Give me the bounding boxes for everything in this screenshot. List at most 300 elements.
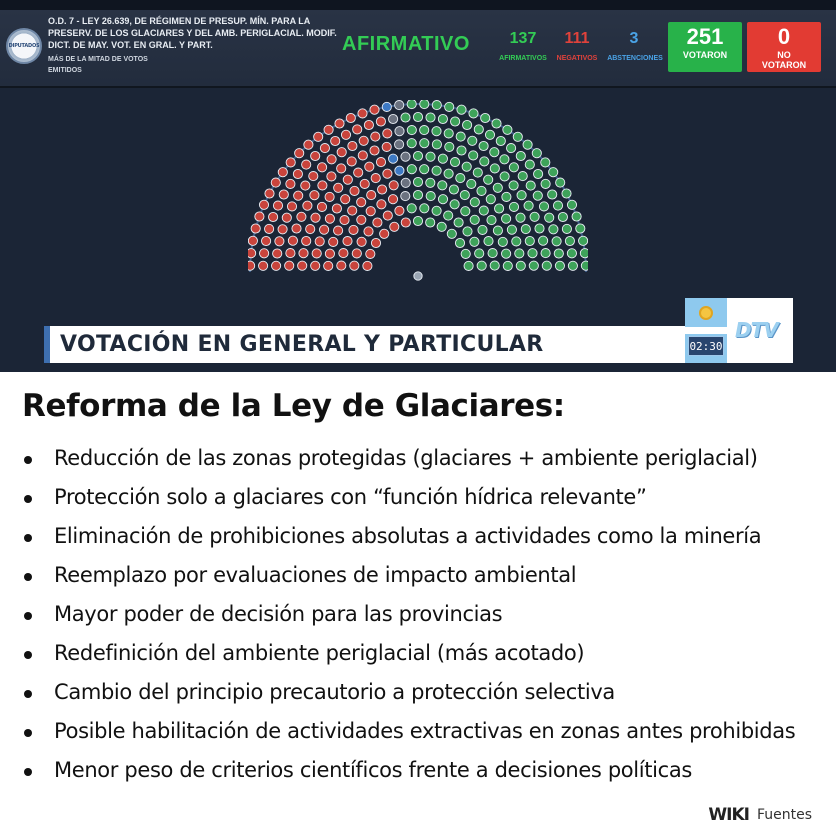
seat-afirmativo: [479, 141, 488, 150]
seat-afirmativo: [518, 172, 527, 181]
seat-afirmativo: [451, 117, 460, 126]
seat-negativo: [358, 151, 367, 160]
seat-negativo: [269, 212, 278, 221]
seat-afirmativo: [467, 179, 476, 188]
seat-negativo: [327, 172, 336, 181]
seat-afirmativo: [526, 181, 535, 190]
seat-afirmativo: [516, 151, 525, 160]
seat-afirmativo: [480, 157, 489, 166]
sun-icon: [699, 306, 713, 320]
seat-afirmativo: [515, 249, 524, 258]
seat-negativo: [370, 105, 379, 114]
seat-afirmativo: [484, 175, 493, 184]
seat-negativo: [265, 224, 274, 233]
seat-afirmativo: [477, 261, 486, 270]
seat-negativo: [302, 160, 311, 169]
seat-negativo: [343, 175, 352, 184]
seat-negativo: [357, 198, 366, 207]
list-item: [22, 446, 795, 485]
seat-afirmativo: [576, 224, 585, 233]
list-item-text: Eliminación de prohibiciones absolutas a actividades como la minería: [54, 524, 762, 548]
seat-afirmativo: [542, 261, 551, 270]
seat-afirmativo: [444, 169, 453, 178]
seat-afirmativo: [528, 249, 537, 258]
seat-negativo: [371, 238, 380, 247]
seat-negativo: [337, 164, 346, 173]
seat-afirmativo: [447, 229, 456, 238]
seat-afirmativo: [509, 202, 518, 211]
seat-negativo: [295, 149, 304, 158]
seat-negativo: [248, 261, 255, 270]
lower-third-text: VOTACIÓN EN GENERAL Y PARTICULAR: [60, 332, 544, 357]
votaron-count: 251: [686, 24, 724, 49]
seat-negativo: [304, 140, 313, 149]
majority-rule: MÁS DE LA MITAD DE VOTOS EMITIDOS: [48, 56, 148, 74]
list-item-text: Mayor poder de decisión para las provincias: [54, 602, 503, 626]
seat-negativo: [325, 214, 334, 223]
seat-afirmativo: [490, 164, 499, 173]
seat-negativo: [292, 224, 301, 233]
seat-afirmativo: [484, 237, 493, 246]
seat-negativo: [318, 181, 327, 190]
seat-afirmativo: [426, 192, 435, 201]
seat-afirmativo: [438, 181, 447, 190]
seat-negativo: [294, 191, 303, 200]
afirmativos-count: 137: [509, 30, 537, 47]
votaron-label: VOTARON: [682, 50, 728, 60]
seat-afirmativo: [556, 178, 565, 187]
seat-afirmativo: [413, 151, 422, 160]
seat-negativo: [373, 218, 382, 227]
no-votaron-label: NO VOTARON: [761, 50, 807, 70]
seat-abstencion: [389, 154, 398, 163]
seat-afirmativo: [509, 181, 518, 190]
seat-afirmativo: [475, 249, 484, 258]
list-item-text: Protección solo a glaciares con “función hídrica relevante”: [54, 485, 647, 509]
list-item-text: Reducción de las zonas protegidas (glaciares + ambiente periglacial): [54, 446, 758, 470]
seat-negativo: [324, 261, 333, 270]
seat-negativo: [366, 207, 375, 216]
seat-afirmativo: [444, 211, 453, 220]
seat-afirmativo: [525, 236, 534, 245]
seat-afirmativo: [426, 113, 435, 122]
seat-afirmativo: [407, 139, 416, 148]
seat-afirmativo: [469, 151, 478, 160]
seat-negativo: [395, 206, 404, 215]
list-item: [22, 524, 795, 563]
vote-scoreboard: [0, 0, 836, 88]
seat-afirmativo: [549, 168, 558, 177]
seat-negativo: [339, 249, 348, 258]
seat-negativo: [286, 249, 295, 258]
seat-afirmativo: [470, 198, 479, 207]
seat-negativo: [371, 174, 380, 183]
seat-negativo: [376, 158, 385, 167]
seat-negativo: [359, 136, 368, 145]
seat-negativo: [265, 189, 274, 198]
seat-afirmativo: [469, 109, 478, 118]
seat-afirmativo: [473, 168, 482, 177]
list-item: [22, 563, 795, 602]
seat-negativo: [335, 119, 344, 128]
negativos-count: 111: [564, 30, 590, 47]
seat-negativo: [314, 132, 323, 141]
seat-negativo: [380, 229, 389, 238]
bullet-icon: [24, 573, 32, 581]
bullet-icon: [24, 534, 32, 542]
seat-negativo: [364, 120, 373, 129]
seat-afirmativo: [493, 226, 502, 235]
seat-afirmativo: [539, 236, 548, 245]
seat-afirmativo: [548, 190, 557, 199]
list-item-text: Reemplazo por evaluaciones de impacto ambiental: [54, 563, 577, 587]
seat-abstencion: [395, 166, 404, 175]
seat-afirmativo: [461, 249, 470, 258]
seat-afirmativo: [503, 125, 512, 134]
seat-afirmativo: [492, 119, 501, 128]
seat-negativo: [343, 237, 352, 246]
seat-afirmativo: [457, 146, 466, 155]
seat-negativo: [303, 201, 312, 210]
seat-afirmativo: [517, 191, 526, 200]
seat-negativo: [350, 186, 359, 195]
seat-negativo: [311, 261, 320, 270]
seat-afirmativo: [445, 142, 454, 151]
seat-afirmativo: [524, 201, 533, 210]
seat-afirmativo: [420, 165, 429, 174]
seat-negativo: [320, 225, 329, 234]
seat-afirmativo: [468, 136, 477, 145]
bullet-icon: [24, 612, 32, 620]
seat-afirmativo: [445, 102, 454, 111]
seat-ausente: [395, 101, 404, 110]
seat-negativo: [383, 129, 392, 138]
seat-negativo: [327, 155, 336, 164]
seat-afirmativo: [502, 214, 511, 223]
seat-afirmativo: [457, 105, 466, 114]
seat-afirmativo: [541, 179, 550, 188]
seat-ausente: [389, 114, 398, 123]
list-item: [22, 719, 795, 758]
list-item: [22, 641, 795, 680]
seat-negativo: [293, 169, 302, 178]
seat-afirmativo: [413, 190, 422, 199]
seat-afirmativo: [516, 213, 525, 222]
seat-negativo: [340, 216, 349, 225]
seat-negativo: [273, 249, 282, 258]
seat-afirmativo: [490, 148, 499, 157]
seat-afirmativo: [413, 112, 422, 121]
seat-afirmativo: [461, 207, 470, 216]
seat-negativo: [383, 169, 392, 178]
law-title: O.D. 7 - LEY 26.639, DE RÉGIMEN DE PRESUP. MÍN. PARA LA PRESERV. DE LOS GLACIARES Y DEL AMB. PERIGLACIAL. MODIF. DICT. DE MAY. VOT. EN GRAL. Y PART.: [48, 16, 337, 50]
seat-negativo: [318, 163, 327, 172]
seat-negativo: [350, 261, 359, 270]
seat-afirmativo: [521, 225, 530, 234]
seat-negativo: [334, 226, 343, 235]
seat-afirmativo: [541, 158, 550, 167]
seat-afirmativo: [562, 189, 571, 198]
seat-negativo: [262, 236, 271, 245]
seat-afirmativo: [525, 160, 534, 169]
seat-afirmativo: [532, 149, 541, 158]
seat-afirmativo: [493, 183, 502, 192]
seat-negativo: [378, 185, 387, 194]
seat-negativo: [302, 236, 311, 245]
bullet-icon: [24, 495, 32, 503]
seat-afirmativo: [407, 165, 416, 174]
list-item-text: Menor peso de criterios científicos frente a decisiones políticas: [54, 758, 692, 782]
list-item-text: Posible habilitación de actividades extractivas en zonas antes prohibidas: [54, 719, 796, 743]
seat-negativo: [248, 236, 257, 245]
seat-negativo: [334, 183, 343, 192]
seat-afirmativo: [502, 249, 511, 258]
seat-negativo: [259, 261, 268, 270]
seat-afirmativo: [565, 236, 574, 245]
seat-afirmativo: [496, 136, 505, 145]
seat-afirmativo: [567, 249, 576, 258]
chamber-outline: [250, 104, 586, 272]
seat-negativo: [365, 162, 374, 171]
bullet-icon: [24, 690, 32, 698]
seat-afirmativo: [481, 113, 490, 122]
seat-negativo: [357, 215, 366, 224]
seat-negativo: [282, 213, 291, 222]
seat-negativo: [286, 179, 295, 188]
bullet-icon: [24, 729, 32, 737]
votaron-box: [668, 22, 742, 72]
seat-afirmativo: [449, 185, 458, 194]
seat-afirmativo: [454, 218, 463, 227]
seat-negativo: [382, 142, 391, 151]
sources-link[interactable]: Fuentes: [756, 807, 812, 823]
top-strip: [0, 0, 836, 10]
channel-logo-text: DTV: [735, 318, 778, 342]
seat-negativo: [353, 125, 362, 134]
seat-afirmativo: [535, 224, 544, 233]
chamber-seat-map: [248, 100, 588, 290]
seat-negativo: [358, 109, 367, 118]
seat-afirmativo: [413, 216, 422, 225]
seat-afirmativo: [474, 125, 483, 134]
seat-afirmativo: [470, 215, 479, 224]
seat-afirmativo: [478, 225, 487, 234]
seat-afirmativo: [426, 152, 435, 161]
list-item: [22, 680, 795, 719]
seat-afirmativo: [450, 158, 459, 167]
seat-negativo: [248, 249, 256, 258]
list-item: [22, 758, 795, 797]
seat-negativo: [347, 157, 356, 166]
no-votaron-count: 0: [777, 24, 791, 49]
seat-afirmativo: [432, 101, 441, 110]
seat-afirmativo: [572, 212, 581, 221]
seat-afirmativo: [477, 186, 486, 195]
seat-afirmativo: [401, 113, 410, 122]
seat-negativo: [388, 195, 397, 204]
seat-afirmativo: [503, 261, 512, 270]
seat-negativo: [317, 202, 326, 211]
seat-negativo: [272, 261, 281, 270]
seat-negativo: [275, 237, 284, 246]
bullet-icon: [24, 651, 32, 659]
seat-afirmativo: [432, 166, 441, 175]
seat-afirmativo: [464, 261, 473, 270]
seat-negativo: [348, 141, 357, 150]
seat-negativo: [301, 181, 310, 190]
seat-negativo: [331, 136, 340, 145]
footer: [708, 805, 812, 825]
seat-afirmativo: [562, 224, 571, 233]
seat-ausente: [395, 140, 404, 149]
seat-negativo: [370, 146, 379, 155]
seat-afirmativo: [432, 127, 441, 136]
seat-afirmativo: [462, 162, 471, 171]
seat-ausente: [395, 127, 404, 136]
seat-afirmativo: [485, 130, 494, 139]
seat-afirmativo: [463, 120, 472, 129]
seat-negativo: [288, 236, 297, 245]
seat-negativo: [383, 211, 392, 220]
wiki-logo: WIKI: [708, 805, 749, 825]
seat-negativo: [320, 144, 329, 153]
article-headline: Reforma de la Ley de Glaciares:: [22, 388, 565, 424]
seat-negativo: [279, 190, 288, 199]
seat-negativo: [376, 117, 385, 126]
seat-negativo: [354, 168, 363, 177]
seat-afirmativo: [554, 249, 563, 258]
seat-afirmativo: [432, 206, 441, 215]
seat-afirmativo: [530, 212, 539, 221]
seat-afirmativo: [534, 169, 543, 178]
seat-negativo: [341, 195, 350, 204]
seat-negativo: [311, 151, 320, 160]
seat-afirmativo: [470, 237, 479, 246]
list-item: [22, 602, 795, 641]
seat-afirmativo: [495, 204, 504, 213]
seat-afirmativo: [539, 202, 548, 211]
seat-negativo: [271, 178, 280, 187]
seat-negativo: [297, 212, 306, 221]
seat-negativo: [348, 206, 357, 215]
seat-afirmativo: [420, 139, 429, 148]
abstenciones-label: ABSTENCIONES: [607, 55, 663, 62]
seat-afirmativo: [456, 132, 465, 141]
seat-afirmativo: [512, 237, 521, 246]
abstenciones-count: 3: [629, 30, 639, 47]
seat-afirmativo: [513, 132, 522, 141]
seat-afirmativo: [507, 225, 516, 234]
seat-negativo: [310, 191, 319, 200]
seat-negativo: [306, 225, 315, 234]
seat-negativo: [371, 132, 380, 141]
bullet-icon: [24, 456, 32, 464]
seat-ausente: [401, 178, 410, 187]
seat-negativo: [285, 261, 294, 270]
seal-text: DIPUTADOS: [8, 43, 40, 49]
seat-afirmativo: [488, 249, 497, 258]
seat-negativo: [349, 225, 358, 234]
seat-afirmativo: [432, 140, 441, 149]
seat-negativo: [287, 202, 296, 211]
seat-negativo: [401, 218, 410, 227]
seat-afirmativo: [456, 174, 465, 183]
seat-negativo: [286, 158, 295, 167]
seat-afirmativo: [460, 191, 469, 200]
seat-afirmativo: [523, 140, 532, 149]
seat-negativo: [357, 237, 366, 246]
seat-afirmativo: [568, 261, 577, 270]
seat-afirmativo: [549, 225, 558, 234]
seat-afirmativo: [437, 222, 446, 231]
seat-afirmativo: [500, 172, 509, 181]
seat-negativo: [251, 224, 260, 233]
reform-points-list: [22, 446, 795, 797]
seat-negativo: [278, 225, 287, 234]
seat-negativo: [259, 200, 268, 209]
seat-negativo: [360, 179, 369, 188]
seat-negativo: [273, 201, 282, 210]
channel-logo: [727, 298, 793, 363]
seat-negativo: [329, 237, 338, 246]
seat-abstencion: [382, 102, 391, 111]
seat-presidente: [414, 272, 422, 280]
seat-afirmativo: [552, 237, 561, 246]
seat-afirmativo: [507, 144, 516, 153]
bullet-icon: [24, 768, 32, 776]
afirmativos-label: AFIRMATIVOS: [499, 55, 547, 62]
clock-time: 02:30: [688, 336, 724, 356]
seat-negativo: [312, 249, 321, 258]
broadcast-frame: [0, 0, 836, 372]
seat-afirmativo: [487, 216, 496, 225]
seat-afirmativo: [420, 100, 429, 109]
seat-afirmativo: [426, 218, 435, 227]
seat-negativo: [325, 249, 334, 258]
seat-afirmativo: [545, 213, 554, 222]
seat-negativo: [324, 125, 333, 134]
seat-negativo: [260, 249, 269, 258]
list-item: [22, 485, 795, 524]
seat-afirmativo: [479, 206, 488, 215]
seat-afirmativo: [407, 100, 416, 109]
seat-negativo: [278, 168, 287, 177]
seat-negativo: [325, 192, 334, 201]
seat-afirmativo: [580, 249, 588, 258]
seat-negativo: [389, 181, 398, 190]
seat-ausente: [401, 152, 410, 161]
seat-afirmativo: [579, 236, 588, 245]
seat-afirmativo: [509, 163, 518, 172]
seat-afirmativo: [529, 261, 538, 270]
seat-afirmativo: [438, 195, 447, 204]
seat-ausente: [401, 192, 410, 201]
seat-afirmativo: [555, 261, 564, 270]
seat-negativo: [363, 261, 372, 270]
seat-afirmativo: [407, 126, 416, 135]
seat-negativo: [299, 249, 308, 258]
seat-afirmativo: [490, 261, 499, 270]
list-item-text: Cambio del principio precautorio a protección selectiva: [54, 680, 615, 704]
seat-afirmativo: [426, 178, 435, 187]
no-votaron-box: [747, 22, 821, 72]
seat-negativo: [309, 172, 318, 181]
seat-afirmativo: [498, 237, 507, 246]
seat-afirmativo: [450, 200, 459, 209]
seat-afirmativo: [541, 249, 550, 258]
seat-negativo: [366, 249, 375, 258]
seat-afirmativo: [420, 204, 429, 213]
